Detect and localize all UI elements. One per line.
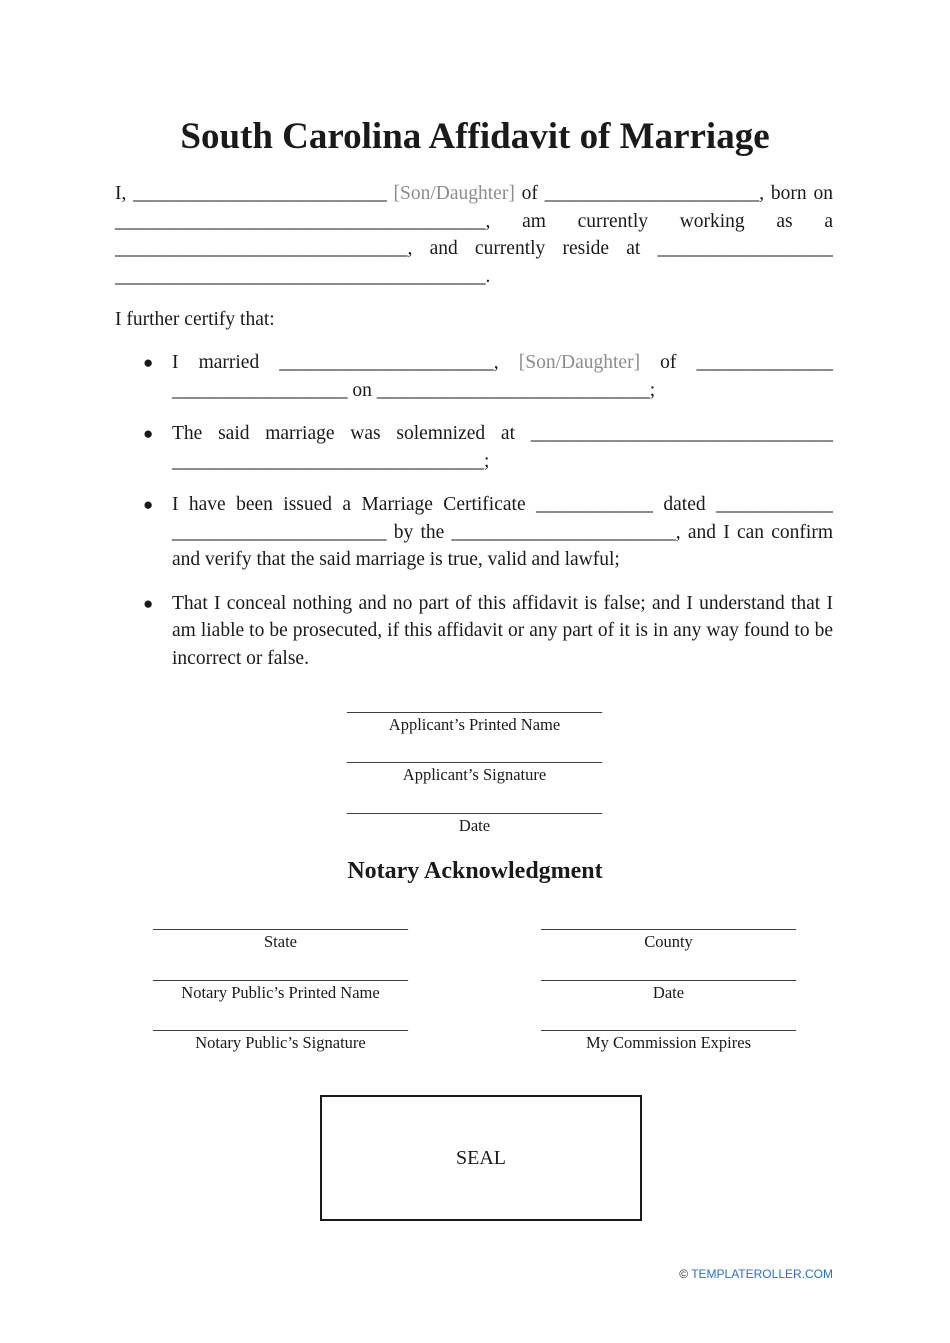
signature-line: ______________________________ [541, 914, 796, 931]
copyright-icon: © [679, 1267, 689, 1281]
signature-line: ______________________________ [153, 914, 408, 931]
notary-state-block [120, 914, 441, 953]
relation-placeholder: [Son/Daughter] [518, 352, 641, 373]
bullet-2-text: The said marriage was solemnized at _______________________________ ________________________________; [172, 423, 833, 472]
bullet-3-text: I have been issued a Marriage Certificate ____________ dated ____________ ______________________ by the _______________________, and I can confirm and verify that the said marriage is true, valid and lawful; [172, 494, 833, 570]
list-item [115, 420, 833, 475]
footer-credit [679, 1267, 833, 1281]
signature-line: ______________________________ [347, 697, 602, 714]
notary-signature-block [120, 1015, 441, 1054]
notary-printed-name-label: Notary Public’s Printed Name [181, 983, 380, 1002]
templateroller-link[interactable]: TEMPLATEROLLER.COM [691, 1267, 833, 1281]
seal-box [320, 1095, 642, 1221]
notary-commission-label: My Commission Expires [585, 1033, 751, 1052]
signature-line: ______________________________ [541, 965, 796, 982]
applicant-date-block [314, 798, 635, 837]
certify-heading: I further certify that: [115, 309, 275, 330]
applicant-printed-name-label: Applicant’s Printed Name [388, 715, 561, 734]
bullet-icon: ● [143, 424, 154, 443]
intro-paragraph [115, 180, 833, 290]
notary-county-label: County [644, 932, 693, 951]
bullet-icon: ● [143, 593, 154, 613]
applicant-date-label: Date [458, 816, 491, 835]
applicant-signature-block [314, 747, 635, 786]
intro-text-2: of ______________________, born on ______________________________________, am currently working as a ______________________________, and currently reside at __________________ ______________________________________. [115, 183, 833, 287]
signature-line: ______________________________ [541, 1015, 796, 1032]
list-item [115, 349, 833, 404]
notary-printed-name-block [120, 965, 441, 1004]
seal-label: SEAL [456, 1146, 506, 1169]
signature-line: ______________________________ [347, 798, 602, 815]
notary-state-label: State [264, 932, 297, 951]
notary-signature-label: Notary Public’s Signature [195, 1033, 366, 1052]
relation-placeholder: [Son/Daughter] [393, 183, 515, 204]
applicant-printed-name-block [314, 697, 635, 736]
list-item [115, 491, 833, 574]
bullet-icon: ● [143, 353, 154, 372]
intro-text-1: I, __________________________ [115, 183, 394, 204]
signature-line: ______________________________ [153, 1015, 408, 1032]
notary-date-label: Date [652, 983, 685, 1002]
list-item [115, 590, 833, 673]
signature-line: ______________________________ [347, 747, 602, 764]
notary-date-block [508, 965, 829, 1004]
signature-line: ______________________________ [153, 965, 408, 982]
notary-commission-block [508, 1015, 829, 1054]
bullet-4-text: That I conceal nothing and no part of this affidavit is false; and I understand that I am liable to be prosecuted, if this affidavit or any part of it is in any way found to be incorrect or false. [172, 592, 833, 669]
document-title: South Carolina Affidavit of Marriage [180, 116, 770, 157]
notary-county-block [508, 914, 829, 953]
certification-list [115, 349, 833, 688]
bullet-1-text-2: of ______________ __________________ on ____________________________; [172, 352, 833, 401]
bullet-1-text-1: I married ______________________, [172, 352, 519, 373]
applicant-signature-label: Applicant’s Signature [402, 765, 547, 784]
notary-title: Notary Acknowledgment [347, 858, 603, 884]
bullet-icon: ● [143, 495, 154, 514]
